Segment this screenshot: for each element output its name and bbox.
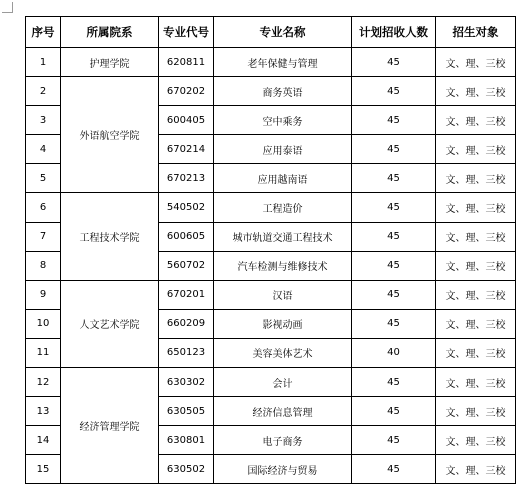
code-cell: 600605 xyxy=(159,222,214,251)
seq-cell: 14 xyxy=(26,426,61,455)
page-corner-mark xyxy=(2,2,13,13)
dept-cell: 护理学院 xyxy=(61,48,159,77)
target-cell: 文、理、三校 xyxy=(436,368,516,397)
plan-count-cell: 45 xyxy=(352,193,436,222)
plan-count-cell: 45 xyxy=(352,455,436,484)
plan-count-cell: 45 xyxy=(352,106,436,135)
plan-count-cell: 45 xyxy=(352,280,436,309)
table-header-row xyxy=(26,17,516,48)
table-row xyxy=(26,48,516,77)
major-name-cell: 商务英语 xyxy=(214,77,352,106)
major-name-cell: 影视动画 xyxy=(214,309,352,338)
dept-cell: 经济管理学院 xyxy=(61,368,159,484)
seq-cell: 3 xyxy=(26,106,61,135)
code-cell: 630302 xyxy=(159,368,214,397)
seq-cell: 15 xyxy=(26,455,61,484)
enrollment-table xyxy=(25,16,516,484)
plan-count-cell: 40 xyxy=(352,338,436,367)
seq-cell: 2 xyxy=(26,77,61,106)
target-cell: 文、理、三校 xyxy=(436,106,516,135)
header-name: 专业名称 xyxy=(214,17,352,48)
target-cell: 文、理、三校 xyxy=(436,338,516,367)
header-seq: 序号 xyxy=(26,17,61,48)
plan-count-cell: 45 xyxy=(352,309,436,338)
code-cell: 670201 xyxy=(159,280,214,309)
target-cell: 文、理、三校 xyxy=(436,222,516,251)
table-row xyxy=(26,280,516,309)
table-row xyxy=(26,368,516,397)
seq-cell: 12 xyxy=(26,368,61,397)
header-dept: 所属院系 xyxy=(61,17,159,48)
seq-cell: 4 xyxy=(26,135,61,164)
seq-cell: 9 xyxy=(26,280,61,309)
major-name-cell: 电子商务 xyxy=(214,426,352,455)
code-cell: 670213 xyxy=(159,164,214,193)
plan-count-cell: 45 xyxy=(352,426,436,455)
major-name-cell: 汽车检测与维修技术 xyxy=(214,251,352,280)
code-cell: 600405 xyxy=(159,106,214,135)
major-name-cell: 国际经济与贸易 xyxy=(214,455,352,484)
plan-count-cell: 45 xyxy=(352,251,436,280)
plan-count-cell: 45 xyxy=(352,397,436,426)
plan-count-cell: 45 xyxy=(352,368,436,397)
target-cell: 文、理、三校 xyxy=(436,455,516,484)
header-target: 招生对象 xyxy=(436,17,516,48)
code-cell: 630502 xyxy=(159,455,214,484)
major-name-cell: 经济信息管理 xyxy=(214,397,352,426)
seq-cell: 8 xyxy=(26,251,61,280)
code-cell: 560702 xyxy=(159,251,214,280)
dept-cell: 人文艺术学院 xyxy=(61,280,159,367)
seq-cell: 11 xyxy=(26,338,61,367)
seq-cell: 7 xyxy=(26,222,61,251)
major-name-cell: 美容美体艺术 xyxy=(214,338,352,367)
target-cell: 文、理、三校 xyxy=(436,426,516,455)
major-name-cell: 应用越南语 xyxy=(214,164,352,193)
major-name-cell: 城市轨道交通工程技术 xyxy=(214,222,352,251)
target-cell: 文、理、三校 xyxy=(436,280,516,309)
major-name-cell: 老年保健与管理 xyxy=(214,48,352,77)
major-name-cell: 工程造价 xyxy=(214,193,352,222)
header-code: 专业代号 xyxy=(159,17,214,48)
target-cell: 文、理、三校 xyxy=(436,397,516,426)
target-cell: 文、理、三校 xyxy=(436,164,516,193)
target-cell: 文、理、三校 xyxy=(436,251,516,280)
major-name-cell: 空中乘务 xyxy=(214,106,352,135)
major-name-cell: 会计 xyxy=(214,368,352,397)
code-cell: 660209 xyxy=(159,309,214,338)
seq-cell: 13 xyxy=(26,397,61,426)
plan-count-cell: 45 xyxy=(352,164,436,193)
major-name-cell: 应用泰语 xyxy=(214,135,352,164)
target-cell: 文、理、三校 xyxy=(436,48,516,77)
dept-cell: 工程技术学院 xyxy=(61,193,159,280)
code-cell: 670202 xyxy=(159,77,214,106)
target-cell: 文、理、三校 xyxy=(436,77,516,106)
target-cell: 文、理、三校 xyxy=(436,309,516,338)
plan-count-cell: 45 xyxy=(352,222,436,251)
seq-cell: 1 xyxy=(26,48,61,77)
plan-count-cell: 45 xyxy=(352,77,436,106)
target-cell: 文、理、三校 xyxy=(436,193,516,222)
code-cell: 620811 xyxy=(159,48,214,77)
seq-cell: 6 xyxy=(26,193,61,222)
code-cell: 630505 xyxy=(159,397,214,426)
dept-cell: 外语航空学院 xyxy=(61,77,159,193)
target-cell: 文、理、三校 xyxy=(436,135,516,164)
table-body xyxy=(26,48,516,484)
plan-count-cell: 45 xyxy=(352,48,436,77)
code-cell: 630801 xyxy=(159,426,214,455)
seq-cell: 5 xyxy=(26,164,61,193)
code-cell: 540502 xyxy=(159,193,214,222)
plan-count-cell: 45 xyxy=(352,135,436,164)
major-name-cell: 汉语 xyxy=(214,280,352,309)
table-row xyxy=(26,193,516,222)
table-row xyxy=(26,77,516,106)
code-cell: 650123 xyxy=(159,338,214,367)
header-count: 计划招收人数 xyxy=(352,17,436,48)
code-cell: 670214 xyxy=(159,135,214,164)
seq-cell: 10 xyxy=(26,309,61,338)
